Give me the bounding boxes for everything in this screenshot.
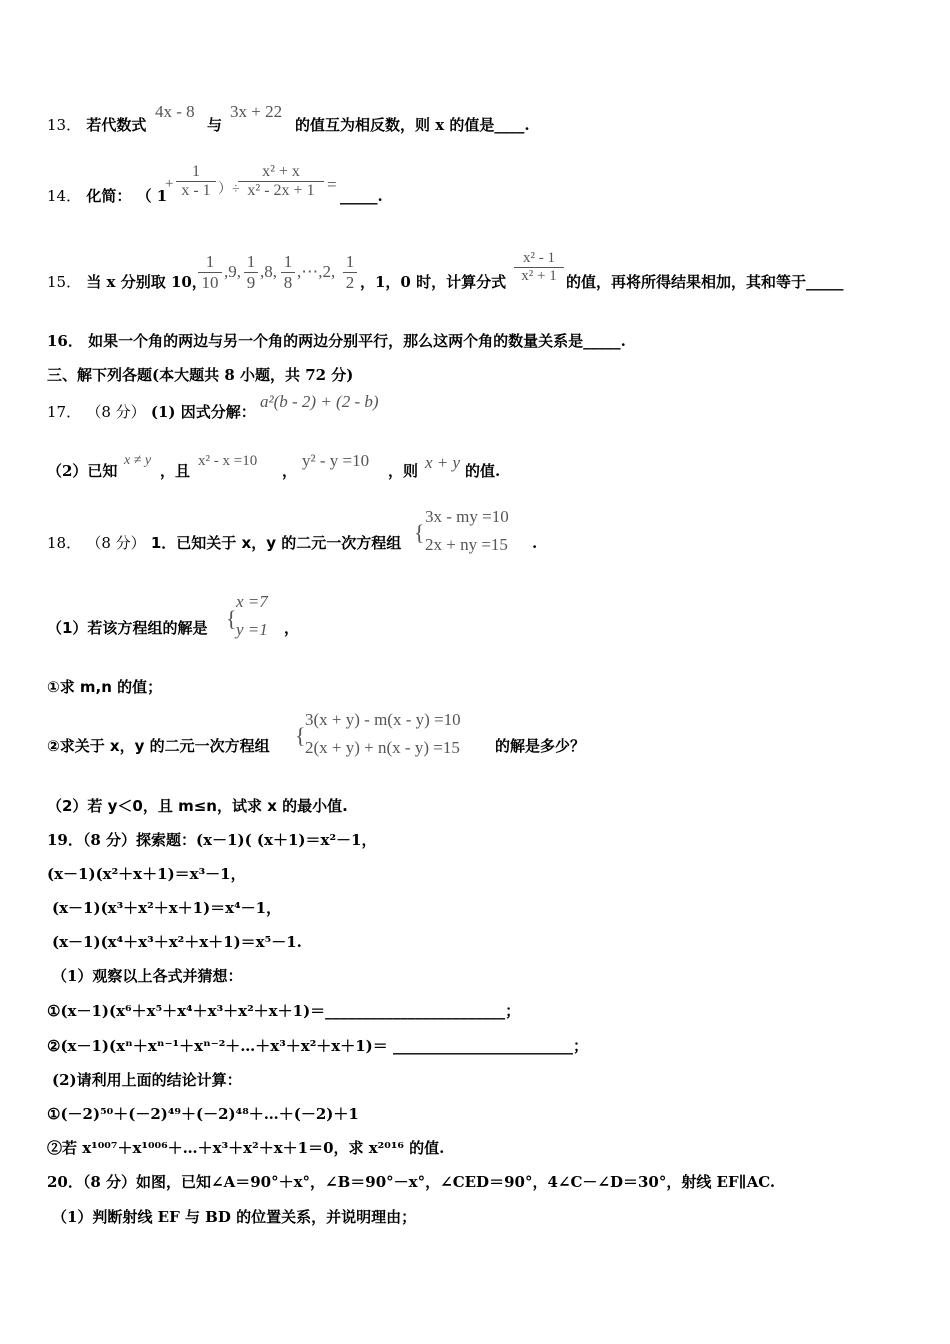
numerator: 1 <box>283 252 293 271</box>
question-18-part-2: （2）若 y＜0，且 m≤n，试求 x 的最小值. <box>47 797 348 815</box>
question-text: ， <box>282 462 298 480</box>
punctuation: ， <box>284 619 300 637</box>
equation: 2x + ny =15 <box>425 535 508 554</box>
question-text: 的值. <box>465 462 501 480</box>
question-text: 与 <box>207 116 223 134</box>
question-number: 15． <box>47 273 82 291</box>
numerator: 1 <box>345 252 355 271</box>
question-18-part-1: （1）若该方程组的解是 <box>47 619 208 637</box>
question-19-line: ①(－2)⁵⁰＋(－2)⁴⁹＋(－2)⁴⁸＋…＋(－2)＋1 <box>47 1105 359 1123</box>
question-text: (1) 因式分解： <box>150 403 256 421</box>
sub-question: ①求 m,n 的值； <box>47 678 163 696</box>
expression: a²(b - 2) + (2 - b) <box>260 392 379 411</box>
fraction <box>244 252 258 293</box>
expression: x + y <box>425 453 461 472</box>
question-19-line: ②(x－1)(xⁿ＋xⁿ⁻¹＋xⁿ⁻²＋…＋x³＋x²＋x＋1)＝ ________________________； <box>47 1037 589 1055</box>
question-19-line: (2)请利用上面的结论计算： <box>52 1071 242 1089</box>
numerator: 1 <box>246 252 256 271</box>
sequence-text: ,⋯,2, <box>297 262 336 281</box>
question-text: ，则 <box>388 462 419 480</box>
expression-a: 4x - 8 <box>155 102 195 121</box>
system-brace: { <box>414 520 425 545</box>
question-13 <box>47 115 146 135</box>
punctuation: . <box>532 534 538 552</box>
score: （8 分） <box>86 534 146 552</box>
solution: x =7 <box>236 592 268 611</box>
question-number: 18． <box>47 534 82 552</box>
sub-question: ②求关于 x，y 的二元一次方程组 <box>47 737 270 755</box>
question-number: 17． <box>47 403 82 421</box>
denominator: x² - 2x + 1 <box>238 181 324 200</box>
equation: 3x - my =10 <box>425 507 509 526</box>
question-17-part-2 <box>47 461 117 481</box>
fraction <box>343 252 357 293</box>
divide-sign: ）÷ <box>218 182 240 197</box>
question-text: 的值互为相反数，则 x 的值是____. <box>295 116 530 134</box>
expression: x² - x =10 <box>198 453 258 469</box>
paren: （ 1 <box>136 187 168 205</box>
denominator: x² + 1 <box>514 267 564 285</box>
question-19-line: (x－1)(x³＋x²＋x＋1)＝x⁴－1， <box>52 899 282 917</box>
question-19-line: ②若 x¹⁰⁰⁷＋x¹⁰⁰⁶＋…＋x³＋x²＋x＋1＝0，求 x²⁰¹⁶ 的值. <box>47 1139 445 1157</box>
section-heading: 三、解下列各题(本大题共 8 小题，共 72 分) <box>47 366 354 384</box>
question-17 <box>47 402 256 422</box>
question-19-line: 19．（8 分）探索题：(x－1)( (x＋1)＝x²－1， <box>47 831 377 849</box>
numerator: 1 <box>192 163 200 180</box>
denominator: 9 <box>244 272 258 293</box>
denominator: 2 <box>343 272 357 293</box>
question-18 <box>47 533 401 553</box>
system-brace: { <box>226 606 237 631</box>
equation: 2(x + y) + n(x - y) =15 <box>305 738 460 757</box>
question-text: ，且 <box>160 462 191 480</box>
fraction <box>198 252 222 293</box>
question-text: 的值，再将所得结果相加，其和等于_____ <box>566 273 844 291</box>
question-text: 的解是多少？ <box>495 737 586 755</box>
expression: y² - y =10 <box>302 451 370 470</box>
answer-blank: _____. <box>340 187 383 205</box>
expression-b: 3x + 22 <box>230 102 283 121</box>
equation: 3(x + y) - m(x - y) =10 <box>305 710 461 729</box>
question-text: （2）已知 <box>47 462 118 480</box>
numerator: x² - 1 <box>523 250 555 266</box>
question-text: 1．已知关于 x，y 的二元一次方程组 <box>150 534 402 552</box>
question-19-line: (x－1)(x²＋x＋1)＝x³－1， <box>47 865 246 883</box>
question-number: 14． <box>47 187 82 205</box>
fraction <box>176 163 216 200</box>
question-14 <box>47 186 167 206</box>
question-number: 13． <box>47 116 82 134</box>
question-text: 化简： <box>86 187 132 205</box>
fraction <box>514 250 564 285</box>
question-text: ，1，0 时，计算分式 <box>360 273 507 291</box>
question-19-line: ①(x－1)(x⁶＋x⁵＋x⁴＋x³＋x²＋x＋1)＝________________________； <box>47 1002 521 1020</box>
equals-sign: = <box>327 175 337 194</box>
numerator: x² + x <box>262 163 300 180</box>
sequence-text: ,9, <box>224 262 241 281</box>
denominator: 10 <box>198 272 222 293</box>
expression: x ≠ y <box>124 453 152 468</box>
question-15 <box>47 272 207 292</box>
denominator: 8 <box>281 272 295 293</box>
solution: y =1 <box>236 620 268 639</box>
question-20-line: 20．（8 分）如图，已知∠A＝90°＋x°，∠B＝90°－x°，∠CED＝90°，4∠C－∠D＝30°，射线 EF∥AC. <box>47 1173 776 1191</box>
score: （8 分） <box>86 403 146 421</box>
question-16: 16． 如果一个角的两边与另一个角的两边分别平行，那么这两个角的数量关系是_____. <box>47 332 626 350</box>
denominator: x - 1 <box>176 181 216 200</box>
fraction <box>281 252 295 293</box>
sequence-text: ,8, <box>260 262 277 281</box>
question-19-line: （1）观察以上各式并猜想： <box>52 967 243 985</box>
question-19-line: (x－1)(x⁴＋x³＋x²＋x＋1)＝x⁵－1. <box>52 933 302 951</box>
system-brace: { <box>295 723 306 748</box>
plus-sign: + <box>165 176 174 192</box>
fraction <box>238 163 324 200</box>
question-text: 当 x 分别取 10， <box>86 273 207 291</box>
question-text: 若代数式 <box>86 116 147 134</box>
numerator: 1 <box>205 252 215 271</box>
question-20-line: （1）判断射线 EF 与 BD 的位置关系，并说明理由； <box>52 1208 417 1226</box>
